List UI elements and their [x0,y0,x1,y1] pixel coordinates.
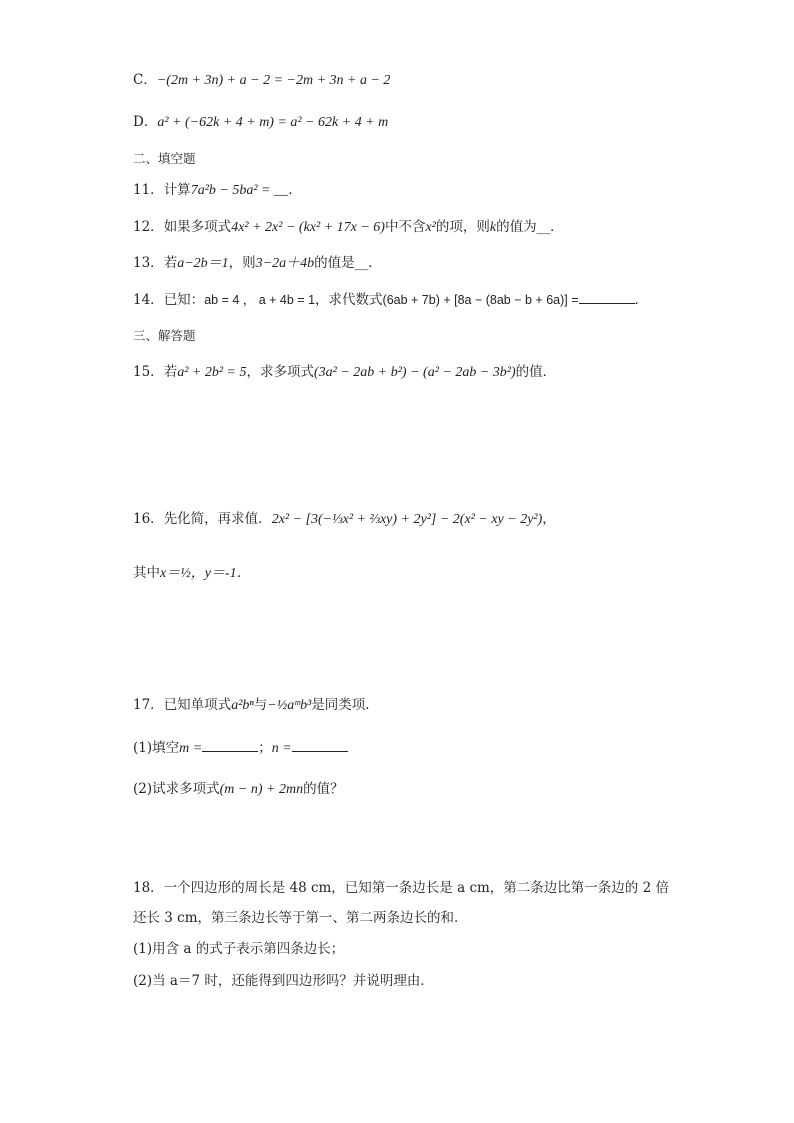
option-c [133,70,390,91]
q14-pre: 已知： [163,292,205,308]
question-17-part-1 [133,737,348,759]
q12-k: k [489,220,497,235]
q18-text-line-1: 一个四边形的周长是 48 cm，已知第一条边长是 a cm，第二条边比第一条边的 2 倍 [163,880,669,896]
question-18-part-2: (2)当 a＝7 时，还能得到四边形吗？并说明理由． [133,973,434,989]
q13-mid: ，则 [228,255,256,271]
question-18-line-1 [133,878,669,898]
question-13 [133,253,382,274]
q18-number: 18． [133,880,164,896]
q11-text: 计算 [163,182,191,198]
q17-part1-label: (1)填空 [133,740,180,756]
question-17-part-2 [133,779,344,800]
q17-m-answer-blank [202,737,258,752]
q15-condition: a² + 2b² = 5 [177,365,247,380]
q17-number: 17． [133,697,164,713]
q13-number: 13． [133,255,164,271]
option-c-label: C． [133,72,157,88]
q14-condition: ab = 4 ， a + 4b = 1 [204,293,316,307]
q16-condition: x＝½，y＝-1． [160,566,251,581]
q13-expression-1: a−2b＝1 [177,256,229,271]
q16-post: ， [542,511,556,527]
q15-number: 15． [133,364,164,380]
q14-post: ． [634,292,649,308]
option-d [133,112,388,133]
q16-pre: 先化简，再求值． [163,511,272,527]
question-11 [133,180,302,201]
q15-mid: ，求多项式 [246,364,314,380]
q11-expression: 7a²b − 5ba² = __． [190,183,302,198]
q15-pre: 若 [163,364,178,380]
question-16 [133,509,556,530]
q14-answer-blank [579,289,635,304]
q14-expression: (6ab + 7b) + [8a − (8ab − b + 6a)] = [382,293,579,307]
question-12 [133,217,564,238]
q14-number: 14． [133,292,164,308]
q17-mid: 与 [253,697,268,713]
q17-part2-expression: (m − n) + 2mn [219,782,304,797]
question-14 [133,289,648,310]
q11-number: 11． [133,182,164,198]
option-d-label: D． [133,114,158,130]
q12-mid2: 的项，则 [435,219,490,235]
q17-monomial-2: −½aᵐb³ [267,698,312,713]
q12-x-squared: x² [425,220,436,235]
question-15 [133,362,556,383]
q13-expression-2: 3−2a＋4b [255,256,315,271]
q13-pre: 若 [163,255,178,271]
q17-post: 是同类项． [311,697,379,713]
q12-pre: 如果多项式 [163,219,232,235]
q13-post: 的值是__． [314,255,382,271]
q16-number: 16． [133,511,164,527]
q17-part1-separator: ； [258,740,272,756]
question-18-part-1: (1)用含 a 的式子表示第四条边长； [133,941,345,957]
q12-expression: 4x² + 2x² − (kx² + 17x − 6) [231,220,385,235]
q15-expression: (3a² − 2ab + b²) − (a² − 2ab − 3b²) [313,365,516,380]
q17-part1-m: m = [179,741,203,756]
q14-mid: ，求代数式 [315,292,383,308]
question-18-line-2: 还长 3 cm，第三条边长等于第一、第二两条边长的和． [133,910,468,926]
q12-post: 的值为__． [496,219,564,235]
q17-monomial-1: a²bⁿ [231,698,254,713]
q12-number: 12． [133,219,164,235]
option-c-expression: −(2m + 3n) + a − 2 = −2m + 3n + a − 2 [156,73,391,88]
q17-n-answer-blank [292,737,348,752]
question-16-condition [133,563,251,584]
option-d-expression: a² + (−62k + 4 + m) = a² − 62k + 4 + m [157,115,389,130]
section-fill-in-heading: 二、填空题 [133,151,196,166]
q16-condition-pre: 其中 [133,565,160,581]
question-17 [133,695,379,716]
section-solve-heading: 三、解答题 [133,328,196,343]
q17-part1-n: n = [271,741,292,756]
q15-post: 的值． [515,364,557,380]
q17-part2-post: 的值？ [303,781,344,797]
q12-mid1: 中不含 [384,219,426,235]
q17-part2-label: (2)试求多项式 [133,781,220,797]
q17-pre: 已知单项式 [163,697,232,713]
q16-expression: 2x² − [3(−⅓x² + ⅔xy) + 2y²] − 2(x² − xy − 2y²) [271,512,543,527]
